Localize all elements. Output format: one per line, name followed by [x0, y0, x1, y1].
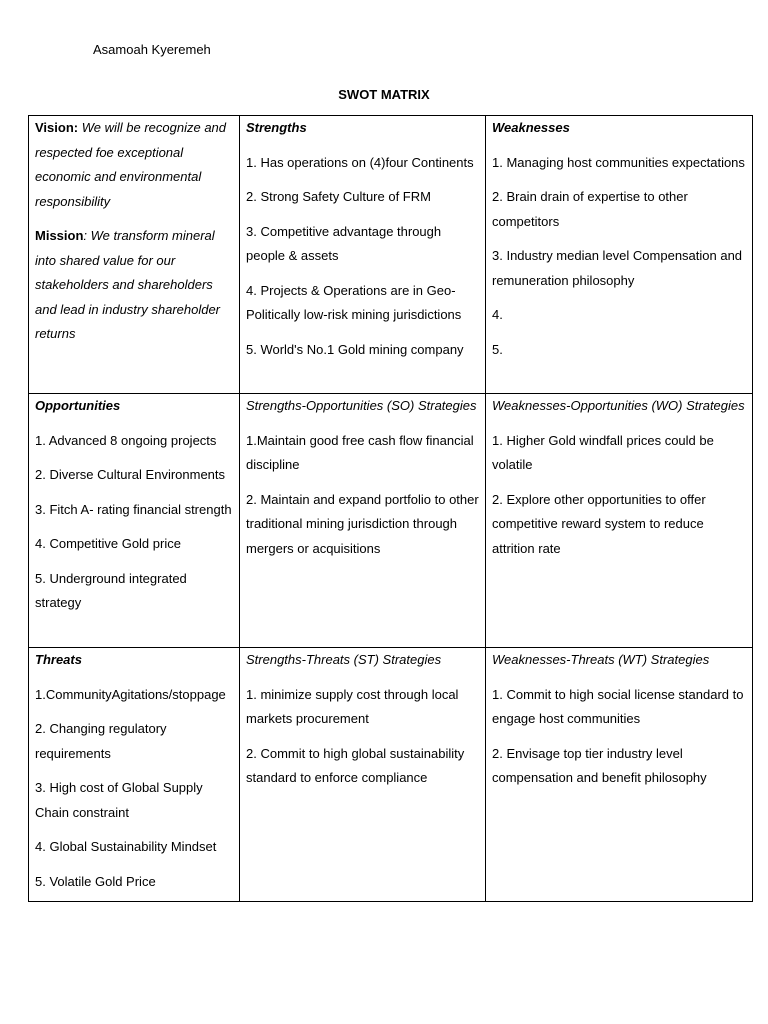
mission-text: : We transform mineral into shared value for our stakeholders and shareholders and lead in industry shareholder returns: [35, 228, 221, 341]
threats-item: 1.CommunityAgitations/stoppage: [35, 686, 226, 702]
document-title: SWOT MATRIX: [338, 87, 430, 102]
threats-item: 3. High cost of Global Supply Chain constraint: [35, 780, 203, 820]
weaknesses-item: 5.: [492, 341, 503, 357]
wo-strategy-item: 2. Explore other opportunities to offer competitive reward system to reduce attrition rate: [492, 491, 706, 556]
mission-label: Mission: [35, 228, 84, 243]
weaknesses-item: 4.: [492, 307, 503, 322]
threats-item: 4. Global Sustainability Mindset: [35, 839, 217, 854]
weaknesses-item: 2. Brain drain of expertise to other competitors: [492, 189, 688, 229]
threats-cell: [29, 648, 240, 902]
weaknesses-cell: [486, 116, 753, 394]
opportunities-cell: [29, 394, 240, 648]
threats-item: 5. Volatile Gold Price: [35, 873, 156, 889]
matrix-row-opportunities: [29, 394, 753, 648]
threats-heading: Threats: [35, 652, 82, 667]
strengths-cell: [240, 116, 486, 394]
wt-strategy-item: 2. Envisage top tier industry level compensation and benefit philosophy: [492, 745, 707, 785]
vision-mission-cell: [29, 116, 240, 394]
wt-strategies-heading: Weaknesses-Threats (WT) Strategies: [492, 652, 710, 667]
vision-text: We will be recognize and respected foe exceptional economic and environmental responsibility: [35, 120, 227, 209]
strengths-item: 5. World's No.1 Gold mining company: [246, 341, 464, 357]
wo-strategies-heading: Weaknesses-Opportunities (WO) Strategies: [492, 398, 745, 413]
opportunities-item: 1. Advanced 8 ongoing projects: [35, 432, 217, 448]
so-strategies-heading: Strengths-Opportunities (SO) Strategies: [246, 398, 477, 413]
strengths-item: 3. Competitive advantage through people & assets: [246, 223, 442, 263]
vision-label: Vision:: [35, 120, 79, 135]
opportunities-heading: Opportunities: [35, 398, 121, 413]
opportunities-item: 2. Diverse Cultural Environments: [35, 467, 226, 482]
so-strategy-item: 2. Maintain and expand portfolio to other traditional mining jurisdiction through mergers or acquisitions: [246, 491, 479, 556]
st-strategies-heading: Strengths-Threats (ST) Strategies: [246, 652, 442, 667]
strengths-item: 2. Strong Safety Culture of FRM: [246, 189, 431, 204]
opportunities-item: 3. Fitch A- rating financial strength: [35, 501, 232, 517]
weaknesses-item: 3. Industry median level Compensation and remuneration philosophy: [492, 248, 743, 288]
so-strategies-cell: [240, 394, 486, 648]
wt-strategies-cell: [486, 648, 753, 902]
opportunities-item: 5. Underground integrated strategy: [35, 570, 187, 610]
threats-item: 2. Changing regulatory requirements: [35, 721, 167, 761]
st-strategy-item: 1. minimize supply cost through local markets procurement: [246, 686, 459, 726]
strengths-item: 1. Has operations on (4)four Continents: [246, 154, 474, 170]
matrix-row-threats: [29, 648, 753, 902]
matrix-row-internal: [29, 116, 753, 394]
strengths-item: 4. Projects & Operations are in Geo-Politically low-risk mining jurisdictions: [246, 282, 462, 322]
wo-strategies-cell: [486, 394, 753, 648]
mission-statement: [35, 224, 233, 347]
st-strategies-cell: [240, 648, 486, 902]
author-name: Asamoah Kyeremeh: [93, 42, 211, 57]
wt-strategy-item: 1. Commit to high social license standard to engage host communities: [492, 686, 744, 726]
wo-strategy-item: 1. Higher Gold windfall prices could be volatile: [492, 432, 714, 472]
swot-matrix-table: [28, 115, 753, 902]
weaknesses-item: 1. Managing host communities expectations: [492, 154, 745, 170]
opportunities-item: 4. Competitive Gold price: [35, 536, 181, 551]
weaknesses-heading: Weaknesses: [492, 120, 570, 135]
so-strategy-item: 1.Maintain good free cash flow financial discipline: [246, 432, 474, 472]
st-strategy-item: 2. Commit to high global sustainability standard to enforce compliance: [246, 745, 465, 785]
vision-statement: [35, 116, 233, 214]
strengths-heading: Strengths: [246, 120, 307, 135]
